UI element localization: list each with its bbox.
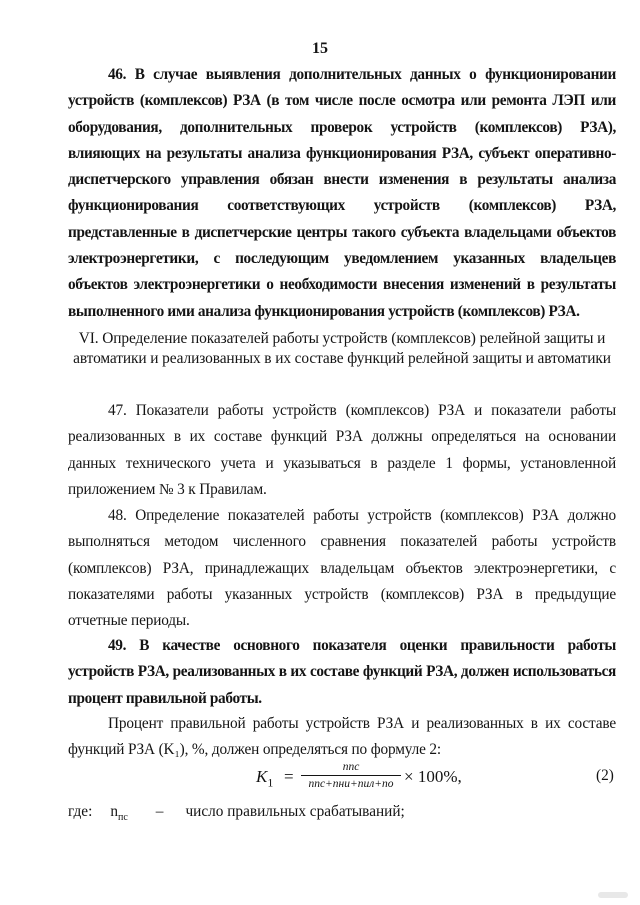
section-heading: VI. Определение показателей работы устройств (комплексов) релейной защиты и автоматики и реализованных в их составе функций релейной защиты и автоматики xyxy=(73,330,611,367)
paragraph-46: 46. В случае выявления дополнительных данных о функционировании устройств (комплексов) РЗА (в том числе после осмотра или ремонта ЛЭП или оборудования, дополнительных проверок устройств (комплексов) РЗА), влияющих на результаты анализа функционирования РЗА, субъект оперативно-диспетчерского управления обязан внести изменения в результаты анализа функционирования соответствующих устройств (комплексов) РЗА, представленные в диспетчерские центры такого субъекта владельцами объектов электроэнергетики, с последующим уведомлением указанных владельцев объектов электроэнергетики о необходимости внесения изменений в результаты выполненного ими анализа функционирования устройств (комплексов) РЗА. xyxy=(68,66,616,320)
where-line xyxy=(68,803,405,823)
formula-2 xyxy=(68,763,616,795)
scan-artifact xyxy=(598,892,628,898)
formula-numerator: nпс xyxy=(301,761,401,776)
formula-intro: Процент правильной работы устройств РЗА и реализованных в их составе функций РЗА (K₁), %, должен определяться по формуле 2: xyxy=(68,715,616,759)
formula-number: (2) xyxy=(596,767,614,784)
paragraph-47: 47. Показатели работы устройств (комплексов) РЗА и показатели работы реализованных в их составе функций РЗА должны определяться на основании данных технического учета и указываться в разделе 1 формы, установленной приложением № 3 к Правилам. xyxy=(68,402,616,498)
formula-equals: = xyxy=(284,767,294,786)
paragraph-49: 49. В качестве основного показателя оценки правильности работы устройств РЗА, реализованных в их составе функций РЗА, должен использоваться процент правильной работы. xyxy=(68,637,616,707)
formula-multiplier: × 100%, xyxy=(404,767,462,786)
formula-lhs-subscript: 1 xyxy=(267,775,274,790)
where-dash: – xyxy=(155,803,164,820)
formula-fraction xyxy=(301,761,401,791)
page-number: 15 xyxy=(312,40,328,57)
formula-denominator: nпс+nни+nил+nо xyxy=(308,778,394,790)
paragraph-48: 48. Определение показателей работы устройств (комплексов) РЗА должно выполняться методом численного сравнения показателей работы устройств (комплексов) РЗА, принадлежащих владельцам объектов электроэнергетики, с показателями работы указанных устройств (комплексов) РЗА в предыдущие отчетные периоды. xyxy=(68,507,616,630)
where-symbol-subscript: пс xyxy=(118,812,128,824)
where-definition: число правильных срабатываний; xyxy=(185,803,405,820)
formula-lhs xyxy=(256,767,273,790)
formula-lhs-symbol: K xyxy=(256,767,268,786)
where-symbol-letter: n xyxy=(110,803,118,820)
where-symbol xyxy=(110,803,128,824)
where-label: где: xyxy=(68,803,93,820)
